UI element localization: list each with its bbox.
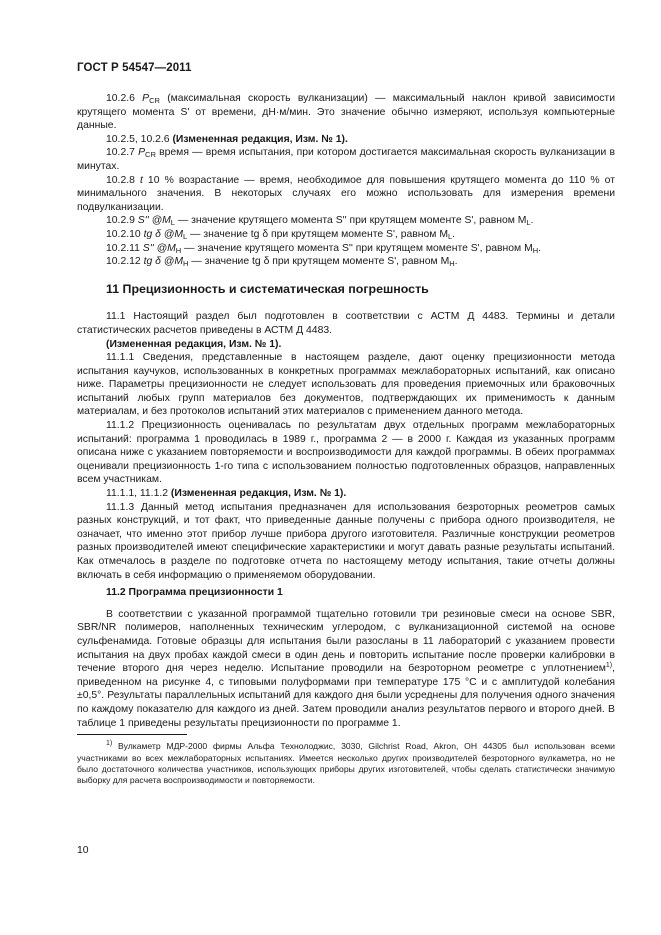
definition-10-2-11: 10.2.11 S'' $@M_H$ — значение крутящего момента S'' при крутящем моменте S', равном $M_H$. bbox=[106, 242, 542, 255]
document-body bbox=[77, 92, 615, 787]
definition-10-2-6: 10.2.6 $P_{CR}$ (максимальная скорость вулканизации) — максимальный наклон кривой зависимости крутящего момента S' от времени, дН·м/мин. Это значение обычно измеряют, используя компьютерные данные. bbox=[77, 93, 616, 132]
definition-10-2-9: 10.2.9 S'' $@M_L$ — значение крутящего момента S'' при крутящем моменте S', равном $M_L$. bbox=[106, 215, 534, 228]
footnote-mark: 1) bbox=[106, 740, 113, 748]
footnote-ref: 1) bbox=[605, 662, 613, 670]
page-number: 10 bbox=[77, 845, 89, 856]
subsection-11-2-heading: 11.2 Программа прецизионности 1 bbox=[106, 587, 283, 599]
definition-10-2-10: 10.2.10 tg δ $@M_L$ — значение tg δ при крутящем моменте S', равном $M_L$. bbox=[106, 228, 456, 241]
paragraph-11-1-2: 11.1.2 Прецизионность оценивалась по результатам двух отдельных программ межлабораторных испытаний: программа 1 проводилась в 1989 г., программа 2 — в 2000 г. Каждая из указанных программ описана ниже с указанием повторяемости и воспроизводимости для каждой программы. В обеих программах оценивали прецизионность 1-го типа с использованием полностью подготовленных образцов, направленных всем участникам. bbox=[77, 420, 615, 486]
footnote-separator bbox=[77, 734, 187, 735]
definition-10-2-8: 10.2.8 t 10 % возрастание — время, необходимое для повышения крутящего момента до 110 % от минимального значения. В некоторых случаях его можно использовать для измерения времени подвулканизации. bbox=[77, 174, 615, 213]
paragraph-11-1: 11.1 Настоящий раздел был подготовлен в соответствии с АСТМ Д 4483. Термины и детали статистических расчетов приведены в АСТМ Д 4483. bbox=[77, 311, 615, 336]
paragraph-11-1-1: 11.1.1 Сведения, представленные в настоящем разделе, дают оценку прецизионности метода испытания каучуков, использованных в конкретных программах межлабораторных испытаний, как описано ниже. Параметры прецизионности не следует использовать для проведения приемочных или браковочных испытаний любых групп материалов без документов, подтверждающих их применимость к данным материалам, и без протоколов испытаний этих материалов с применением данного метода. bbox=[77, 352, 615, 418]
definition-10-2-12: 10.2.12 tg δ $@M_H$ — значение tg δ при крутящем моменте S', равном $M_H$. bbox=[106, 256, 458, 269]
paragraph-11-2: В соответствии с указанной программой тщательно готовили три резиновые смеси на основе SBR, SBR/NR полимеров, наполненных техническим углеродом, с вулканизационной системой на основе сульфенамида. Готовые образцы для испытания были разосланы в 11 лабораторий с указанием провести испытания на двух пробах каждой смеси в один день и повторить испытание после проверки калибровки в течение второго дня через неделю. Испытание проводили на безроторном реометре с уплотнением$^{1)}$, приведенном на рисунке 4, с типовыми полуформами при температуре 175 °С и с амплитудой колебания ±0,5°. Результаты параллельных испытаний для каждого дня были усреднены для получения одного значения по каждому показателю для каждого из дней. Затем проводили анализ результатов первого и второго дней. В таблице 1 приведены результаты прецизионности по программе 1. bbox=[77, 608, 615, 729]
footnote: $^{1)}$ Вулкаметр МДР-2000 фирмы Альфа Технолоджис, 3030, Gilchrist Road, Akron, OH 44305 был использован всеми участниками во всех межлабораторных испытаниях. Имеется несколько других производителей безроторного вулкаметра, но не было достаточного количества участников, использующих приборы других изготовителей, чтобы сделать статистически значимую выборку для расчета воспроизводимости и повторяемости. bbox=[77, 740, 615, 786]
definition-10-2-7: 10.2.7 $P_{CR}$ время — время испытания, при котором достигается максимальная скорость вулканизации в минутах. bbox=[77, 147, 615, 172]
amendment-note: (Измененная редакция, Изм. № 1). bbox=[106, 338, 282, 350]
section-11-heading: 11 Прецизионность и систематическая погрешность bbox=[106, 281, 429, 296]
amendment-note: 10.2.5, 10.2.6 (Измененная редакция, Изм. № 1). bbox=[106, 133, 348, 145]
paragraph-11-1-3: 11.1.3 Данный метод испытания предназначен для использования безроторных реометров самых разных конструкций, и тот факт, что приведенные данные получены с прибора одного производителя, не означает, что именно этот прибор лучше прибора другого изготовителя. Различные конструкции реометров разных производителей имеют специфические характеристики и могут давать разные результаты испытаний. Как отмечалось в разделе по подготовке отчета по настоящему методу испытания, такие отчеты должны включать в себя информацию о применяемом оборудовании. bbox=[77, 501, 615, 581]
standard-header: ГОСТ Р 54547—2011 bbox=[77, 62, 192, 74]
amendment-note: 11.1.1, 11.1.2 (Измененная редакция, Изм. № 1). bbox=[106, 488, 347, 500]
